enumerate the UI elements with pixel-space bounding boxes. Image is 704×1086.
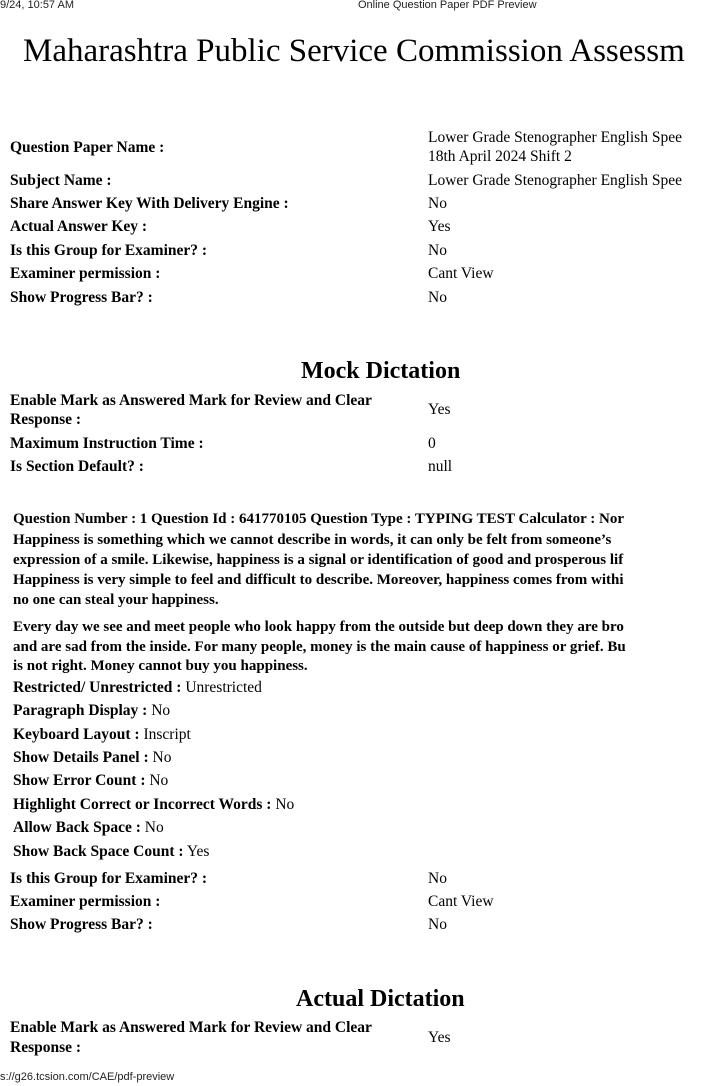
setting-back-space: Allow Back Space : No bbox=[13, 819, 164, 836]
question-header: Question Number : 1 Question Id : 641770105 Question Type : TYPING TEST Calculator : Nor bbox=[13, 511, 625, 527]
examiner-permission-label: Examiner permission : bbox=[10, 265, 161, 282]
setting-paragraph-display: Paragraph Display : No bbox=[13, 702, 171, 719]
paper-name-value-2: 18th April 2024 Shift 2 bbox=[428, 148, 572, 165]
setting-back-space-count: Show Back Space Count : Yes bbox=[13, 843, 210, 860]
print-header bbox=[0, 0, 704, 13]
group-examiner-value: No bbox=[428, 242, 447, 259]
print-datetime: 9/24, 10:57 AM bbox=[0, 0, 74, 11]
actual-enable-label-2: Response : bbox=[10, 1039, 82, 1056]
document-title: Maharashtra Public Service Commission Assessm bbox=[23, 33, 685, 69]
q-progress-bar-value: No bbox=[428, 916, 447, 933]
paper-name-value-1: Lower Grade Stenographer English Spee bbox=[428, 129, 682, 146]
para2-line-3: is not right. Money cannot buy you happiness. bbox=[13, 658, 308, 674]
actual-answer-key-label: Actual Answer Key : bbox=[10, 218, 148, 235]
q-group-examiner-value: No bbox=[428, 870, 447, 887]
para2-line-1: Every day we see and meet people who look happy from the outside but deep down they are bro bbox=[13, 619, 624, 635]
actual-enable-value: Yes bbox=[428, 1029, 451, 1046]
section-title-mock: Mock Dictation bbox=[301, 358, 461, 384]
para1-line-1: Happiness is something which we cannot describe in words, it can only be felt from someone’s bbox=[13, 532, 612, 548]
q-progress-bar-label: Show Progress Bar? : bbox=[10, 916, 153, 933]
print-title: Online Question Paper PDF Preview bbox=[358, 0, 537, 11]
mock-enable-label-2: Response : bbox=[10, 411, 82, 428]
setting-highlight-words: Highlight Correct or Incorrect Words : No bbox=[13, 796, 295, 813]
group-examiner-label: Is this Group for Examiner? : bbox=[10, 242, 208, 259]
setting-details-panel: Show Details Panel : No bbox=[13, 749, 172, 766]
mock-enable-value: Yes bbox=[428, 401, 451, 418]
section-default-label: Is Section Default? : bbox=[10, 458, 144, 475]
q-examiner-permission-value: Cant View bbox=[428, 893, 494, 910]
progress-bar-label: Show Progress Bar? : bbox=[10, 289, 153, 306]
para1-line-4: no one can steal your happiness. bbox=[13, 592, 219, 608]
setting-keyboard-layout: Keyboard Layout : Inscript bbox=[13, 726, 191, 743]
setting-error-count: Show Error Count : No bbox=[13, 772, 169, 789]
para1-line-3: Happiness is very simple to feel and difficult to describe. Moreover, happiness comes from withi bbox=[13, 572, 624, 588]
progress-bar-value: No bbox=[428, 289, 447, 306]
section-title-actual: Actual Dictation bbox=[296, 986, 465, 1012]
examiner-permission-value: Cant View bbox=[428, 265, 494, 282]
print-footer-url: s://g26.tcsion.com/CAE/pdf-preview bbox=[0, 1071, 175, 1083]
max-time-value: 0 bbox=[428, 435, 436, 452]
q-group-examiner-label: Is this Group for Examiner? : bbox=[10, 870, 208, 887]
share-answer-key-label: Share Answer Key With Delivery Engine : bbox=[10, 195, 289, 212]
para2-line-2: and are sad from the inside. For many people, money is the main cause of happiness or grief. Bu bbox=[13, 639, 626, 655]
max-time-label: Maximum Instruction Time : bbox=[10, 435, 204, 452]
para1-line-2: expression of a smile. Likewise, happiness is a signal or identification of good and prosperous lif bbox=[13, 552, 624, 568]
q-examiner-permission-label: Examiner permission : bbox=[10, 893, 161, 910]
actual-enable-label-1: Enable Mark as Answered Mark for Review and Clear bbox=[10, 1019, 372, 1036]
share-answer-key-value: No bbox=[428, 195, 447, 212]
section-default-value: null bbox=[428, 458, 453, 475]
mock-enable-label-1: Enable Mark as Answered Mark for Review and Clear bbox=[10, 392, 372, 409]
setting-restricted: Restricted/ Unrestricted : Unrestricted bbox=[13, 679, 262, 696]
subject-name-value: Lower Grade Stenographer English Spee bbox=[428, 172, 682, 189]
subject-name-label: Subject Name : bbox=[10, 172, 112, 189]
paper-name-label: Question Paper Name : bbox=[10, 139, 165, 156]
actual-answer-key-value: Yes bbox=[428, 218, 451, 235]
